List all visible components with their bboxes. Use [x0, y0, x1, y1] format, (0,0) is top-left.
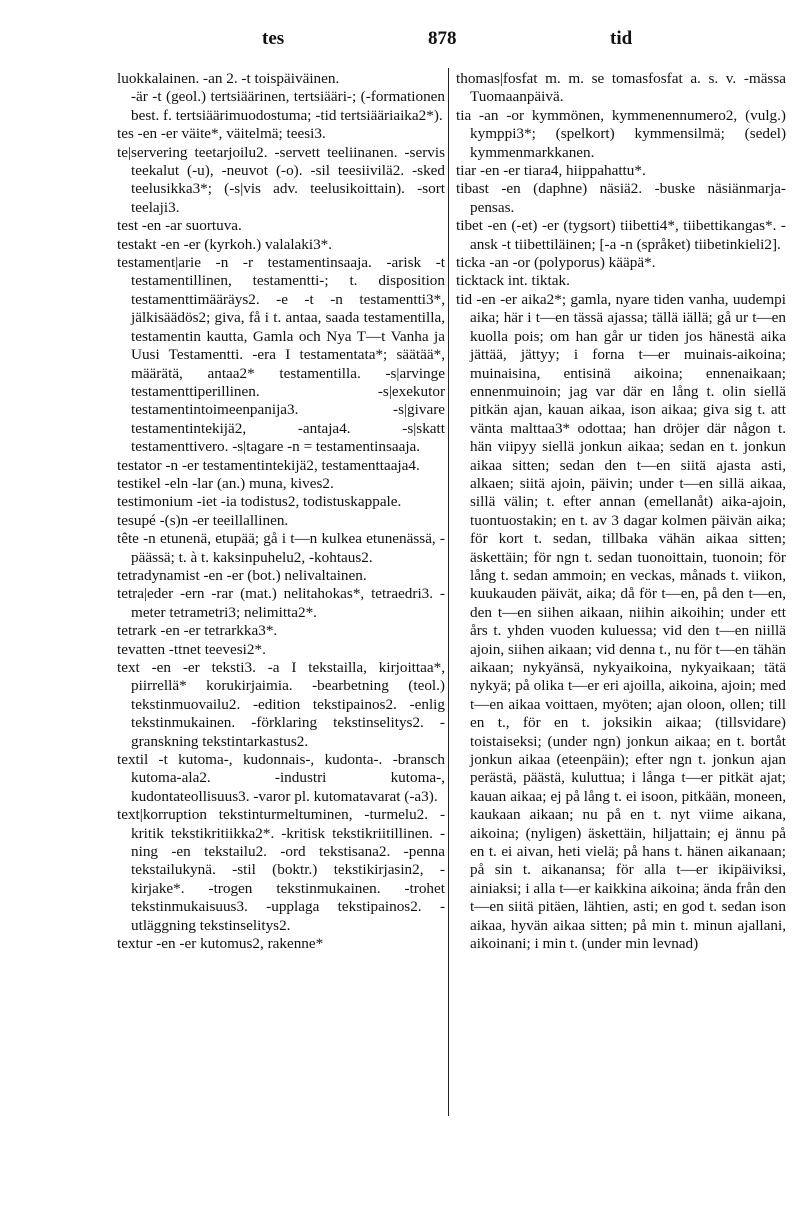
header-right-guideword: tid: [610, 28, 633, 49]
entry: luokkalainen. -an 2. -t toispäiväinen. -är -t (geol.) tertsiäärinen, tertsiääri-; (-formationen best. f. tertsiäärimuodostuma; -tid tertsiääriaika2*).: [117, 70, 445, 124]
entry: textur -en -er kutomus2, rakenne*: [117, 935, 324, 953]
entry: text|korruption tekstinturmeltuminen, -turmelu2. -kritik tekstikritiikka2*. -kritisk tekstikriitillinen. -ning -en tekstailu2. -ord tekstisana2. -penna tekstailukynä. -stil (boktr.) tekstikirjasin2, -kirjake*. -trogen tekstinmukainen. -trohet tekstinmukaisuus3. -upplaga tekstipainos2. -utläggning tekstinselitys2.: [117, 806, 445, 934]
right-column: [456, 70, 786, 954]
entry: tevatten -ttnet teevesi2*.: [117, 640, 266, 658]
entry: tibet -en (-et) -er (tygsort) tiibetti4*, tiibettikangas*. -ansk -t tiibettiläinen; [-a -n (språket) tiibetinkieli2].: [456, 217, 786, 253]
entry: ticktack int. tiktak.: [456, 272, 570, 290]
entry: tia -an -or kymmönen, kymmenennumero2, (vulg.) kymppi3*; (spelkort) kymmensilmä; (sedel) kymmenmarkkanen.: [456, 106, 786, 161]
entry: testator -n -er testamentintekijä2, testamenttaaja4.: [117, 456, 420, 474]
entry: testament|arie -n -r testamentinsaaja. -arisk -t testamentillinen, testamentti-; t. disposition testamenttimääräys2. -e -t -n testamentti3*, jälkisäädös2; giva, få i t. antaa, saada testamentilla, testamentin kautta, Gamla och Nya T—t Vanha ja Uusi Testamentti. -era I testamentata*; säätää*, määrätä, antaa2* testamentilla. -s|arvinge testamenttiperillinen. -s|exekutor testamentintoimeenpanija3. -s|givare testamentintekijä2, -antaja4. -s|skatt testamenttivero. -s|tagare -n = testamentinsaaja.: [117, 254, 445, 456]
entry: tes -en -er väite*, väitelmä; teesi3.: [117, 125, 326, 143]
column-divider: [448, 68, 449, 1116]
entry: tid -en -er aika2*; gamla, nyare tiden vanha, uudempi aika; här i t—en tässä ajassa; tällä iällä; gå ur t—en kuolla pois; om han går ur tiden jos hänestä aika jättää, jättyy; i forna t—er muinais-aikoina; muinaisina, entisinä aikoina; ennenaikaan; ennenmuinoin; jag var där en lång t. olin siellä pitkän ajan, kauan aikaa, ison aikaa; giva sig t. att vänta malttaa3* odottaa; han dröjer där någon t. hän viipyy siellä jonkun aikaa; sedan en t. jonkun aikaa sitten; sedan den t—en siitä ajasta asti, alkaen; siitä ajoin, päivin; under t—en sillä aikaa, sillä välin; t. efter annan (emellanåt) aika-ajoin, tuontuostakin; en t. av 3 dagar kolmen päivän aika; för kort t. sedan, tillbaka vähän aikaa sitten; äskettäin; för ngn t. sedan tuonoittain, tuonoin; för lång t. sedan ammoin; en veckas, månads t. viikon, kuukauden päivät, aika; då för t—en, på den t—en, den t—en siihen aikaan, niihin aikoihin; under ett års t. yhden vuoden kuluessa; vid den t—en niillä ajoin, siihen aikaan; vid denna t., nu för t—en tähän aikaan; nykyänsä, nykyaikoina, nykyaikaan; tätä nykyä; på olika t—er eri ajoilla, aikoina, ajoin; med t—en aikaa voittaen, myöten; ajan oloon, ollen; till en t., för en t. joksikin aikaa; (tillsvidare) toistaiseksi; (under ngn) jonkun aikaa; en t. bortåt jonkun aikaa (eteenpäin); efter ngn t. jonkun ajan perästä, päästä, kuluttua; i långa t—er pitkät ajat; kauan aikaa; ej på lång t. ei isoon, pitkään, moneen, kaukaan aikaan; nu på en t. nyt viime aikana, aikoina; (nyligen) äskettäin, hiljattain; ej ännu på en t. ei aivan, heti vielä; på hans t. hänen aikanaan; på sin t. aikanansa; för alla t—er ikipäiviksi, ainiaksi; i alla t—er kaikkina aikoina; ända från den t—en siitä pitäen, lähtien, asti; en god t. sedan ison aikaa, hyvän aikaa sitten; på min t. minun ajallani, aikoinani; i min t. (under min levnad): [456, 290, 786, 953]
entry: tibast -en (daphne) näsiä2. -buske näsiänmarja-pensas.: [456, 180, 786, 216]
left-column: [117, 70, 445, 954]
entry: tête -n etunenä, etupää; gå i t—n kulkea etunenässä, -päässä; t. à t. kaksinpuhelu2, -kohtaus2.: [117, 530, 445, 566]
entry: testakt -en -er (kyrkoh.) valalaki3*.: [117, 235, 333, 253]
entry: thomas|fosfat m. m. se tomasfosfat a. s. v. -mässa Tuomaanpäivä.: [456, 70, 786, 106]
entry: text -en -er teksti3. -a I tekstailla, kirjoittaa*, piirrellä* korukirjaimia. -bearbetning (teol.) tekstinmuovailu2. -edition tekstipainos2. -enlig tekstinmukainen. -förklaring tekstinselitys2. -granskning tekstintarkastus2.: [117, 659, 445, 750]
page-number: 878: [428, 28, 457, 49]
entry: testikel -eln -lar (an.) muna, kives2.: [117, 474, 334, 492]
entry: testimonium -iet -ia todistus2, todistuskappale.: [117, 493, 402, 511]
entry: tesupé -(s)n -er teeillallinen.: [117, 511, 289, 529]
entry: test -en -ar suortuva.: [117, 217, 242, 235]
page-header: [0, 28, 800, 58]
entry: te|servering teetarjoilu2. -servett teeliinanen. -servis teekalut (-u), -neuvot (-o). -sil teesiivilä2. -sked teelusikka3*; (-s|vis adv. teelusikoittain). -sort teelaji3.: [117, 143, 445, 216]
entry: tetradynamist -en -er (bot.) nelivaltainen.: [117, 566, 367, 584]
entry: tiar -en -er tiara4, hiippahattu*.: [456, 162, 646, 180]
entry: ticka -an -or (polyporus) kääpä*.: [456, 254, 656, 272]
header-left-guideword: tes: [262, 28, 285, 49]
entry: tetra|eder -ern -rar (mat.) nelitahokas*, tetraedri3. -meter tetrametri3; nelimitta2*.: [117, 585, 445, 621]
entry: textil -t kutoma-, kudonnais-, kudonta-. -bransch kutoma-ala2. -industri kutoma-, kudontateollisuus3. -varor pl. kutomatavarat (-a3).: [117, 751, 445, 805]
entry: tetrark -en -er tetrarkka3*.: [117, 622, 278, 640]
